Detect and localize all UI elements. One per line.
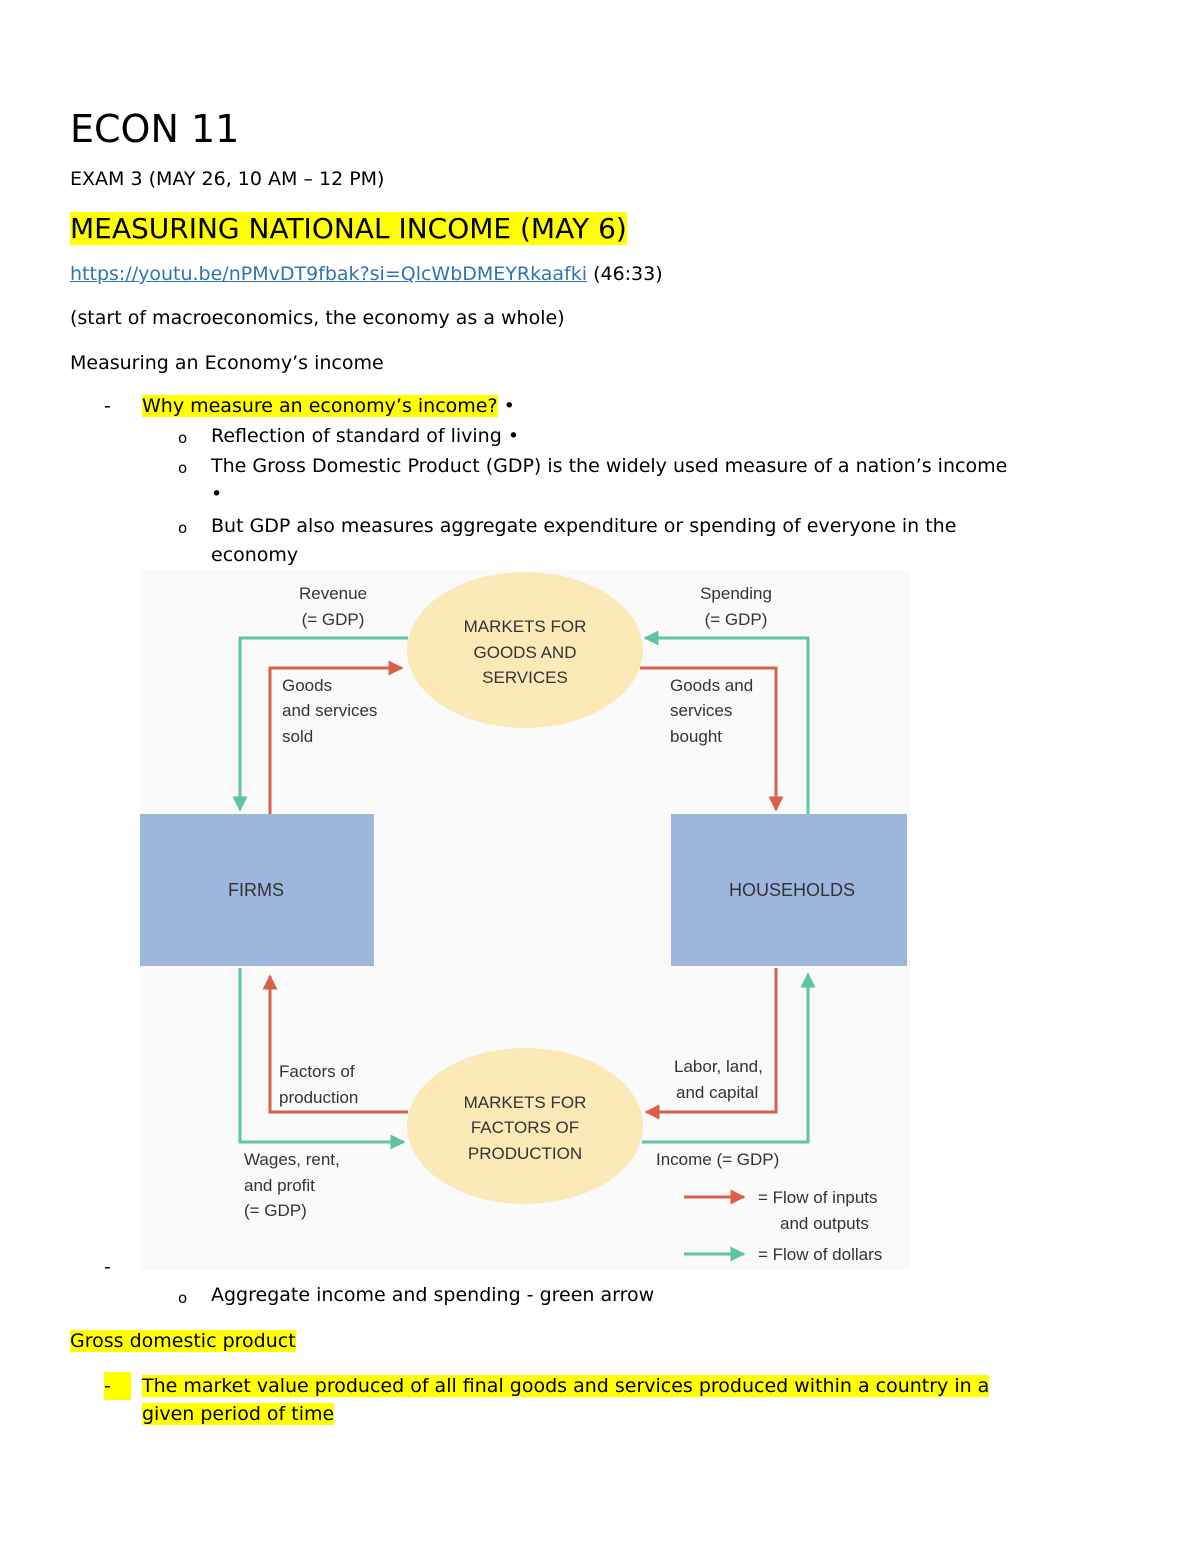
bullet-why-measure-text: Why measure an economy’s income? (142, 395, 498, 417)
revenue-label-2: (= GDP) (301, 610, 365, 629)
factor-market-label-3: PRODUCTION (467, 1144, 583, 1163)
exam-info: EXAM 3 (MAY 26, 10 AM – 12 PM) (70, 168, 385, 190)
goods-market-label-3: SERVICES (482, 668, 568, 687)
bullet-why-measure (142, 392, 515, 420)
video-duration: (46:33) (587, 263, 663, 285)
dash-marker-highlighted: - (104, 1372, 131, 1400)
goods-sold-label-2: and services (282, 701, 378, 720)
circular-flow-diagram (140, 570, 910, 1270)
factor-market-label-1: MARKETS FOR (463, 1093, 587, 1112)
labor-label-1: Labor, land, (674, 1057, 763, 1076)
wages-label-3: (= GDP) (244, 1201, 307, 1220)
gdp-definition-text-1: The market value produced of all final goods and services produced within a country in a (142, 1375, 990, 1397)
sub-bullet-standard-of-living: Reflection of standard of living • (211, 425, 520, 447)
sub-bullet-aggregate-expenditure-cont: economy (211, 544, 299, 566)
section-heading-text: MEASURING NATIONAL INCOME (MAY 6) (70, 212, 627, 245)
spending-label-2: (= GDP) (704, 610, 768, 629)
goods-bought-label-1: Goods and (670, 676, 754, 695)
sub-bullet-marker: o (178, 459, 188, 477)
legend-dollars-label: = Flow of dollars (758, 1245, 883, 1264)
sub-bullet-green-arrow: Aggregate income and spending - green arrow (211, 1284, 655, 1306)
sub-bullet-gdp-measure-cont: • (211, 483, 223, 505)
video-link-line (70, 260, 663, 288)
goods-bought-label-2: services (670, 701, 733, 720)
revenue-label-1: Revenue (298, 584, 368, 603)
goods-market-label-1: MARKETS FOR (463, 617, 587, 636)
dash-marker: - (104, 1256, 111, 1278)
goods-market-label-2: GOODS AND (473, 643, 577, 662)
sub-bullet-gdp-measure: The Gross Domestic Product (GDP) is the widely used measure of a nation’s income (211, 455, 1008, 477)
households-label: HOUSEHOLDS (728, 880, 856, 900)
legend-inputs-label-2: and outputs (780, 1214, 869, 1233)
intro-text: (start of macroeconomics, the economy as a whole) (70, 307, 565, 329)
goods-sold-label-3: sold (282, 727, 314, 746)
firms-label: FIRMS (228, 880, 284, 900)
bullet-dot: • (497, 395, 515, 417)
income-label: Income (= GDP) (656, 1150, 780, 1169)
factor-market-label-2: FACTORS OF (470, 1118, 580, 1137)
factors-label-1: Factors of (279, 1062, 355, 1081)
subheading-economy-income: Measuring an Economy’s income (70, 352, 384, 374)
dash-marker: - (104, 395, 111, 417)
document-title: ECON 11 (70, 107, 240, 151)
labor-label-2: and capital (676, 1083, 759, 1102)
goods-sold-label-1: Goods (282, 676, 333, 695)
gdp-definition-line-2 (142, 1400, 334, 1428)
section-heading-gdp-text: Gross domestic product (70, 1330, 296, 1352)
wages-label-1: Wages, rent, (244, 1150, 340, 1169)
section-heading-national-income (70, 210, 627, 248)
video-link[interactable]: https://youtu.be/nPMvDT9fbak?si=QlcWbDMEYRkaafki (70, 263, 588, 285)
section-heading-gdp (70, 1327, 296, 1355)
legend-inputs-label-1: = Flow of inputs (758, 1188, 878, 1207)
gdp-definition-text-2: given period of time (142, 1403, 335, 1425)
wages-label-2: and profit (244, 1176, 315, 1195)
spending-label-1: Spending (700, 584, 772, 603)
sub-bullet-marker: o (178, 429, 188, 447)
factors-label-2: production (279, 1088, 359, 1107)
goods-bought-label-3: bought (670, 727, 722, 746)
sub-bullet-marker: o (178, 1289, 188, 1307)
gdp-definition-line-1 (142, 1372, 989, 1400)
sub-bullet-aggregate-expenditure: But GDP also measures aggregate expenditure or spending of everyone in the (211, 515, 957, 537)
sub-bullet-marker: o (178, 519, 188, 537)
